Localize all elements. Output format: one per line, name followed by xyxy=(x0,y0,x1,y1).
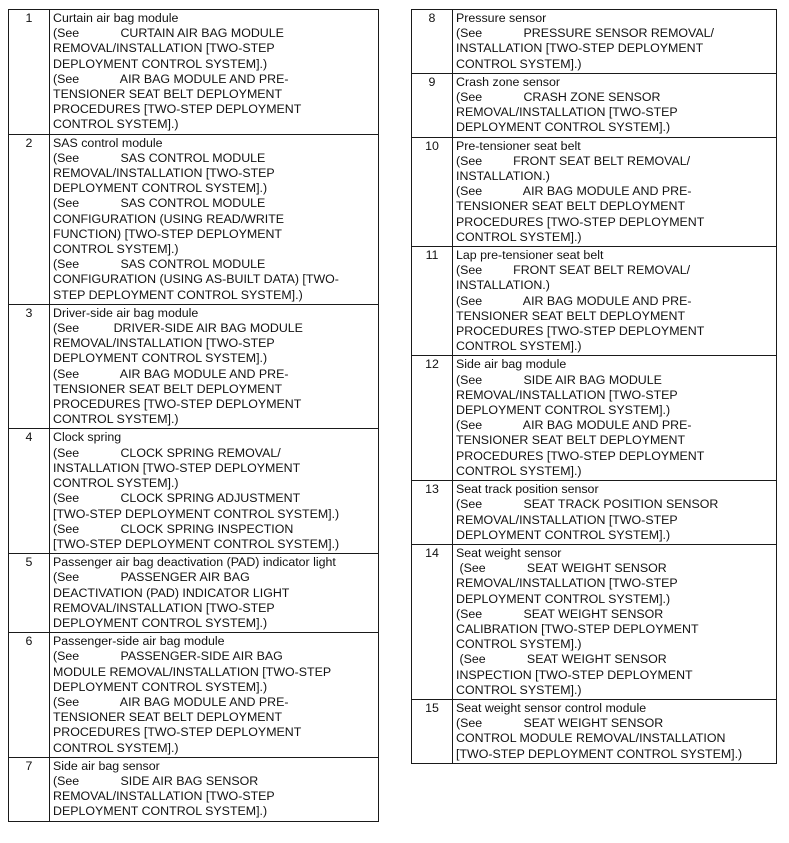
component-title: Curtain air bag module xyxy=(53,11,179,25)
reference-line: TENSIONER SEAT BELT DEPLOYMENT xyxy=(53,710,283,725)
component-description xyxy=(453,73,777,137)
reference-line: (See CLOCK SPRING ADJUSTMENT xyxy=(53,491,301,506)
reference-line: DEPLOYMENT CONTROL SYSTEM].) xyxy=(456,120,671,135)
reference-line: CONTROL SYSTEM].) xyxy=(456,682,582,697)
reference-line: (See SEAT WEIGHT SENSOR xyxy=(456,652,667,667)
reference-line: PROCEDURES [TWO-STEP DEPLOYMENT xyxy=(456,214,705,229)
reference-line: REMOVAL/INSTALLATION [TWO-STEP xyxy=(53,789,275,804)
reference-line: (See CURTAIN AIR BAG MODULE xyxy=(53,26,284,41)
reference-line: DEPLOYMENT CONTROL SYSTEM].) xyxy=(456,527,671,542)
component-number: 9 xyxy=(412,73,453,137)
reference-line: [TWO-STEP DEPLOYMENT CONTROL SYSTEM].) xyxy=(53,506,340,521)
component-description xyxy=(50,757,379,821)
component-description xyxy=(50,304,379,429)
component-row xyxy=(412,137,777,246)
component-title: Seat track position sensor xyxy=(456,482,599,497)
reference-link[interactable] xyxy=(53,570,376,631)
component-description xyxy=(453,137,777,246)
reference-link[interactable] xyxy=(53,257,376,303)
reference-link[interactable] xyxy=(456,652,774,698)
component-number: 8 xyxy=(412,10,453,74)
reference-line: DEPLOYMENT CONTROL SYSTEM].) xyxy=(456,591,671,606)
reference-line: (See SIDE AIR BAG MODULE xyxy=(456,372,662,387)
component-number: 10 xyxy=(412,137,453,246)
component-row xyxy=(412,73,777,137)
component-title: Pre-tensioner seat belt xyxy=(456,138,581,153)
component-title: Passenger air bag deactivation (PAD) indicator light xyxy=(53,555,336,570)
component-title: Side air bag sensor xyxy=(53,758,160,773)
reference-line: REMOVAL/INSTALLATION [TWO-STEP xyxy=(53,41,275,56)
reference-link[interactable] xyxy=(53,367,376,428)
reference-link[interactable] xyxy=(53,26,376,72)
component-description xyxy=(453,247,777,356)
reference-line: INSTALLATION [TWO-STEP DEPLOYMENT xyxy=(456,41,704,56)
reference-link[interactable] xyxy=(456,373,774,419)
reference-line: CONTROL SYSTEM].) xyxy=(456,463,582,478)
reference-line: (See AIR BAG MODULE AND PRE- xyxy=(456,293,692,308)
component-description xyxy=(50,429,379,554)
reference-line: PROCEDURES [TWO-STEP DEPLOYMENT xyxy=(53,725,302,740)
reference-line: PROCEDURES [TWO-STEP DEPLOYMENT xyxy=(53,102,302,117)
component-number: 4 xyxy=(9,429,50,554)
component-title: Seat weight sensor control module xyxy=(456,700,647,715)
component-title: Clock spring xyxy=(53,430,122,445)
reference-line: TENSIONER SEAT BELT DEPLOYMENT xyxy=(456,433,686,448)
reference-line: CONTROL MODULE REMOVAL/INSTALLATION xyxy=(456,731,726,746)
component-row xyxy=(412,247,777,356)
reference-line: CONTROL SYSTEM].) xyxy=(53,242,179,257)
reference-line: (See SEAT TRACK POSITION SENSOR xyxy=(456,497,719,512)
reference-link[interactable] xyxy=(456,26,774,72)
reference-line: (See SEAT WEIGHT SENSOR xyxy=(456,606,664,621)
component-title: Side air bag module xyxy=(456,357,567,372)
reference-line: REMOVAL/INSTALLATION [TWO-STEP xyxy=(53,166,275,181)
reference-line: REMOVAL/INSTALLATION [TWO-STEP xyxy=(53,336,275,351)
reference-line: REMOVAL/INSTALLATION [TWO-STEP xyxy=(456,105,678,120)
reference-link[interactable] xyxy=(456,418,774,479)
reference-line: INSTALLATION.) xyxy=(456,169,550,184)
component-title: SAS control module xyxy=(53,135,163,150)
reference-link[interactable] xyxy=(53,695,376,756)
components-table-right xyxy=(411,9,777,764)
reference-link[interactable] xyxy=(456,607,774,653)
reference-link[interactable] xyxy=(456,263,774,293)
reference-line: (See SEAT WEIGHT SENSOR xyxy=(456,716,664,731)
component-description xyxy=(50,554,379,633)
reference-line: REMOVAL/INSTALLATION [TWO-STEP xyxy=(53,600,275,615)
reference-line: CONTROL SYSTEM].) xyxy=(456,637,582,652)
components-table-left xyxy=(8,9,379,822)
reference-line: (See FRONT SEAT BELT REMOVAL/ xyxy=(456,153,691,168)
reference-line: CALIBRATION [TWO-STEP DEPLOYMENT xyxy=(456,621,699,636)
reference-line: DEPLOYMENT CONTROL SYSTEM].) xyxy=(53,351,268,366)
reference-line: TENSIONER SEAT BELT DEPLOYMENT xyxy=(456,308,686,323)
reference-line: MODULE REMOVAL/INSTALLATION [TWO-STEP xyxy=(53,664,332,679)
component-row xyxy=(412,544,777,699)
reference-line: (See SIDE AIR BAG SENSOR xyxy=(53,773,259,788)
reference-link[interactable] xyxy=(53,446,376,492)
reference-line: [TWO-STEP DEPLOYMENT CONTROL SYSTEM].) xyxy=(456,746,743,761)
reference-line: CONTROL SYSTEM].) xyxy=(53,117,179,132)
reference-line: (See DRIVER-SIDE AIR BAG MODULE xyxy=(53,321,303,336)
reference-line: STEP DEPLOYMENT CONTROL SYSTEM].) xyxy=(53,287,303,302)
reference-line: (See PASSENGER-SIDE AIR BAG xyxy=(53,649,283,664)
reference-line: DEPLOYMENT CONTROL SYSTEM].) xyxy=(53,679,268,694)
component-title: Passenger-side air bag module xyxy=(53,634,225,649)
reference-line: FUNCTION) [TWO-STEP DEPLOYMENT xyxy=(53,226,283,241)
reference-line: PROCEDURES [TWO-STEP DEPLOYMENT xyxy=(53,397,302,412)
reference-line: CONTROL SYSTEM].) xyxy=(53,476,179,491)
reference-link[interactable] xyxy=(53,151,376,197)
component-number: 11 xyxy=(412,247,453,356)
component-row xyxy=(9,429,379,554)
reference-line: (See CRASH ZONE SENSOR xyxy=(456,90,661,105)
component-number: 5 xyxy=(9,554,50,633)
component-row xyxy=(9,757,379,821)
reference-line: (See PRESSURE SENSOR REMOVAL/ xyxy=(456,26,714,41)
component-description xyxy=(453,699,777,763)
component-row xyxy=(412,699,777,763)
reference-line: (See SAS CONTROL MODULE xyxy=(53,196,266,211)
reference-line: DEPLOYMENT CONTROL SYSTEM].) xyxy=(53,615,268,630)
reference-line: REMOVAL/INSTALLATION [TWO-STEP xyxy=(456,387,678,402)
component-row xyxy=(412,481,777,545)
component-title: Driver-side air bag module xyxy=(53,305,199,320)
component-row xyxy=(9,554,379,633)
component-row xyxy=(412,10,777,74)
reference-line: INSTALLATION.) xyxy=(456,278,550,293)
reference-line: CONTROL SYSTEM].) xyxy=(456,56,582,71)
left-table-body xyxy=(9,10,379,822)
reference-line: (See AIR BAG MODULE AND PRE- xyxy=(53,694,289,709)
reference-line: DEPLOYMENT CONTROL SYSTEM].) xyxy=(53,56,268,71)
reference-line: (See FRONT SEAT BELT REMOVAL/ xyxy=(456,263,691,278)
reference-line: DEPLOYMENT CONTROL SYSTEM].) xyxy=(53,804,268,819)
reference-line: (See SEAT WEIGHT SENSOR xyxy=(456,561,667,576)
reference-line: CONTROL SYSTEM].) xyxy=(456,229,582,244)
reference-line: CONTROL SYSTEM].) xyxy=(53,740,179,755)
component-number: 6 xyxy=(9,633,50,758)
reference-line: REMOVAL/INSTALLATION [TWO-STEP xyxy=(456,512,678,527)
reference-line: CONFIGURATION (USING READ/WRITE xyxy=(53,211,285,226)
reference-line: (See PASSENGER AIR BAG xyxy=(53,570,250,585)
reference-link[interactable] xyxy=(53,196,376,257)
reference-link[interactable] xyxy=(53,72,376,133)
component-row xyxy=(9,10,379,135)
component-row xyxy=(9,304,379,429)
component-description xyxy=(453,481,777,545)
right-table-body xyxy=(412,10,777,764)
reference-link[interactable] xyxy=(456,154,774,184)
reference-line: TENSIONER SEAT BELT DEPLOYMENT xyxy=(456,199,686,214)
reference-line: DEPLOYMENT CONTROL SYSTEM].) xyxy=(456,403,671,418)
component-row xyxy=(9,134,379,304)
reference-line: (See AIR BAG MODULE AND PRE- xyxy=(53,71,289,86)
reference-line: [TWO-STEP DEPLOYMENT CONTROL SYSTEM].) xyxy=(53,536,340,551)
reference-line: (See CLOCK SPRING INSPECTION xyxy=(53,521,294,536)
reference-link[interactable] xyxy=(53,649,376,695)
reference-line: PROCEDURES [TWO-STEP DEPLOYMENT xyxy=(456,448,705,463)
reference-line: CONTROL SYSTEM].) xyxy=(456,339,582,354)
component-number: 13 xyxy=(412,481,453,545)
reference-line: (See AIR BAG MODULE AND PRE- xyxy=(456,418,692,433)
component-description xyxy=(50,134,379,304)
component-number: 2 xyxy=(9,134,50,304)
reference-line: (See SAS CONTROL MODULE xyxy=(53,257,266,272)
reference-line: TENSIONER SEAT BELT DEPLOYMENT xyxy=(53,381,283,396)
reference-line: (See CLOCK SPRING REMOVAL/ xyxy=(53,445,281,460)
reference-link[interactable] xyxy=(53,522,376,552)
reference-link[interactable] xyxy=(456,90,774,136)
reference-line: INSTALLATION [TWO-STEP DEPLOYMENT xyxy=(53,460,301,475)
component-number: 12 xyxy=(412,356,453,481)
reference-link[interactable] xyxy=(456,184,774,245)
reference-link[interactable] xyxy=(456,716,774,762)
component-number: 15 xyxy=(412,699,453,763)
component-row xyxy=(9,633,379,758)
reference-line: CONTROL SYSTEM].) xyxy=(53,412,179,427)
component-description xyxy=(453,10,777,74)
component-title: Seat weight sensor xyxy=(456,545,562,560)
component-title: Pressure sensor xyxy=(456,11,547,25)
reference-line: TENSIONER SEAT BELT DEPLOYMENT xyxy=(53,87,283,102)
component-description xyxy=(453,544,777,699)
component-title: Crash zone sensor xyxy=(456,74,560,89)
component-row xyxy=(412,356,777,481)
reference-line: (See AIR BAG MODULE AND PRE- xyxy=(456,184,692,199)
reference-link[interactable] xyxy=(53,491,376,521)
reference-line: CONFIGURATION (USING AS-BUILT DATA) [TWO- xyxy=(53,272,339,287)
reference-link[interactable] xyxy=(456,294,774,355)
component-description xyxy=(50,10,379,135)
reference-link[interactable] xyxy=(53,774,376,820)
reference-line: DEPLOYMENT CONTROL SYSTEM].) xyxy=(53,181,268,196)
reference-line: REMOVAL/INSTALLATION [TWO-STEP xyxy=(456,576,678,591)
reference-link[interactable] xyxy=(53,321,376,367)
component-number: 1 xyxy=(9,10,50,135)
reference-link[interactable] xyxy=(456,497,774,543)
component-title: Lap pre-tensioner seat belt xyxy=(456,248,604,263)
component-number: 7 xyxy=(9,757,50,821)
reference-line: (See AIR BAG MODULE AND PRE- xyxy=(53,366,289,381)
reference-line: PROCEDURES [TWO-STEP DEPLOYMENT xyxy=(456,324,705,339)
component-description xyxy=(453,356,777,481)
component-description xyxy=(50,633,379,758)
component-number: 14 xyxy=(412,544,453,699)
component-number: 3 xyxy=(9,304,50,429)
reference-line: INSPECTION [TWO-STEP DEPLOYMENT xyxy=(456,667,693,682)
reference-line: DEACTIVATION (PAD) INDICATOR LIGHT xyxy=(53,585,290,600)
reference-link[interactable] xyxy=(456,561,774,607)
reference-line: (See SAS CONTROL MODULE xyxy=(53,150,266,165)
